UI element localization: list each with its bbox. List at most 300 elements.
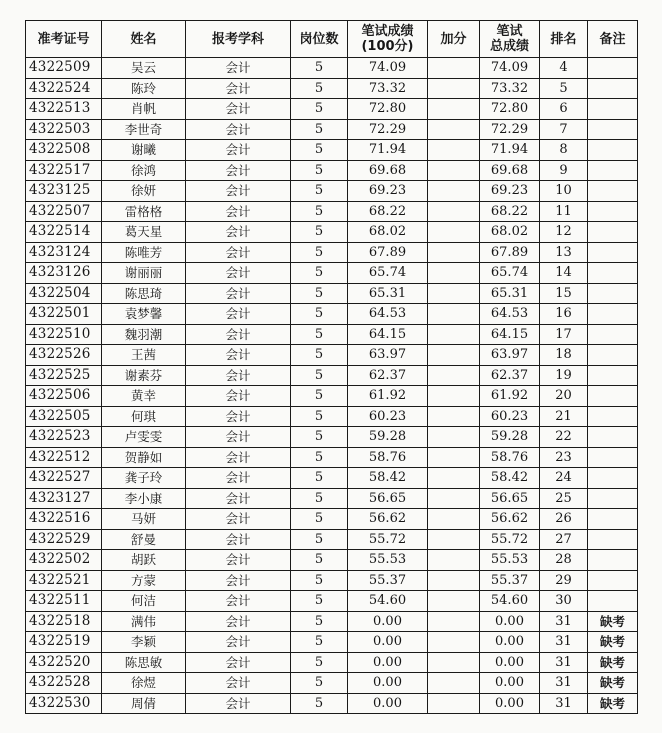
- subject-cell: 会计: [186, 140, 291, 161]
- total-score-cell: 72.29: [480, 119, 540, 140]
- note-cell: [588, 222, 638, 243]
- rank-cell: 22: [540, 427, 588, 448]
- bonus-cell: [428, 570, 480, 591]
- subject-cell: 会计: [186, 58, 291, 79]
- bonus-cell: [428, 283, 480, 304]
- results-table: [25, 20, 638, 714]
- total-score-cell: 65.74: [480, 263, 540, 284]
- bonus-cell: [428, 611, 480, 632]
- name-cell: 马妍: [102, 509, 186, 530]
- table-row: [26, 488, 638, 509]
- rank-cell: 20: [540, 386, 588, 407]
- table-row: [26, 119, 638, 140]
- id-cell: 4322516: [26, 509, 102, 530]
- total-score-cell: 0.00: [480, 673, 540, 694]
- id-cell: 4322517: [26, 160, 102, 181]
- positions-cell: 5: [291, 345, 348, 366]
- total-score-cell: 58.42: [480, 468, 540, 489]
- subject-cell: 会计: [186, 468, 291, 489]
- subject-cell: 会计: [186, 673, 291, 694]
- note-cell: [588, 468, 638, 489]
- bonus-cell: [428, 58, 480, 79]
- written-score-cell: 56.65: [348, 488, 428, 509]
- total-score-cell: 73.32: [480, 78, 540, 99]
- written-score-cell: 55.37: [348, 570, 428, 591]
- positions-cell: 5: [291, 632, 348, 653]
- name-cell: 胡跃: [102, 550, 186, 571]
- positions-cell: 5: [291, 386, 348, 407]
- written-score-cell: 56.62: [348, 509, 428, 530]
- total-score-cell: 0.00: [480, 693, 540, 714]
- rank-cell: 13: [540, 242, 588, 263]
- positions-cell: 5: [291, 693, 348, 714]
- bonus-cell: [428, 632, 480, 653]
- table-row: [26, 201, 638, 222]
- id-cell: 4322510: [26, 324, 102, 345]
- positions-cell: 5: [291, 591, 348, 612]
- name-cell: 李颖: [102, 632, 186, 653]
- table-body: [26, 58, 638, 714]
- name-cell: 龚子玲: [102, 468, 186, 489]
- positions-cell: 5: [291, 652, 348, 673]
- name-cell: 满伟: [102, 611, 186, 632]
- id-cell: 4322523: [26, 427, 102, 448]
- positions-cell: 5: [291, 427, 348, 448]
- bonus-cell: [428, 693, 480, 714]
- table-row: [26, 693, 638, 714]
- note-cell: [588, 550, 638, 571]
- name-cell: 吴云: [102, 58, 186, 79]
- note-cell: [588, 304, 638, 325]
- name-cell: 陈思琦: [102, 283, 186, 304]
- rank-cell: 21: [540, 406, 588, 427]
- positions-cell: 5: [291, 324, 348, 345]
- subject-cell: 会计: [186, 632, 291, 653]
- header-subject: 报考学科: [186, 21, 291, 58]
- note-cell: 缺考: [588, 632, 638, 653]
- header-rank: 排名: [540, 21, 588, 58]
- bonus-cell: [428, 591, 480, 612]
- total-score-cell: 0.00: [480, 632, 540, 653]
- table-row: [26, 673, 638, 694]
- rank-cell: 19: [540, 365, 588, 386]
- subject-cell: 会计: [186, 99, 291, 120]
- id-cell: 4322521: [26, 570, 102, 591]
- rank-cell: 31: [540, 611, 588, 632]
- positions-cell: 5: [291, 406, 348, 427]
- table-row: [26, 283, 638, 304]
- name-cell: 贺静如: [102, 447, 186, 468]
- note-cell: [588, 509, 638, 530]
- note-cell: [588, 427, 638, 448]
- table-row: [26, 222, 638, 243]
- rank-cell: 31: [540, 632, 588, 653]
- written-score-cell: 67.89: [348, 242, 428, 263]
- table-row: [26, 160, 638, 181]
- subject-cell: 会计: [186, 78, 291, 99]
- note-cell: [588, 529, 638, 550]
- bonus-cell: [428, 263, 480, 284]
- table-row: [26, 58, 638, 79]
- bonus-cell: [428, 242, 480, 263]
- bonus-cell: [428, 181, 480, 202]
- total-score-cell: 72.80: [480, 99, 540, 120]
- note-cell: [588, 488, 638, 509]
- header-total-line2: 总成绩: [489, 39, 529, 54]
- total-score-cell: 67.89: [480, 242, 540, 263]
- bonus-cell: [428, 201, 480, 222]
- note-cell: [588, 58, 638, 79]
- rank-cell: 23: [540, 447, 588, 468]
- written-score-cell: 62.37: [348, 365, 428, 386]
- rank-cell: 14: [540, 263, 588, 284]
- rank-cell: 31: [540, 673, 588, 694]
- rank-cell: 4: [540, 58, 588, 79]
- table-header: [26, 21, 638, 58]
- subject-cell: 会计: [186, 550, 291, 571]
- name-cell: 肖帆: [102, 99, 186, 120]
- positions-cell: 5: [291, 263, 348, 284]
- name-cell: 李小康: [102, 488, 186, 509]
- written-score-cell: 74.09: [348, 58, 428, 79]
- table-row: [26, 427, 638, 448]
- table-row: [26, 365, 638, 386]
- note-cell: [588, 345, 638, 366]
- id-cell: 4323127: [26, 488, 102, 509]
- id-cell: 4322519: [26, 632, 102, 653]
- written-score-cell: 65.74: [348, 263, 428, 284]
- subject-cell: 会计: [186, 324, 291, 345]
- positions-cell: 5: [291, 119, 348, 140]
- table-row: [26, 99, 638, 120]
- id-cell: 4322524: [26, 78, 102, 99]
- written-score-cell: 59.28: [348, 427, 428, 448]
- total-score-cell: 64.15: [480, 324, 540, 345]
- positions-cell: 5: [291, 673, 348, 694]
- rank-cell: 8: [540, 140, 588, 161]
- positions-cell: 5: [291, 99, 348, 120]
- header-total-line1: 笔试: [496, 24, 523, 39]
- rank-cell: 31: [540, 693, 588, 714]
- subject-cell: 会计: [186, 201, 291, 222]
- positions-cell: 5: [291, 304, 348, 325]
- note-cell: [588, 570, 638, 591]
- rank-cell: 30: [540, 591, 588, 612]
- rank-cell: 27: [540, 529, 588, 550]
- positions-cell: 5: [291, 365, 348, 386]
- total-score-cell: 59.28: [480, 427, 540, 448]
- total-score-cell: 62.37: [480, 365, 540, 386]
- written-score-cell: 0.00: [348, 611, 428, 632]
- total-score-cell: 69.68: [480, 160, 540, 181]
- positions-cell: 5: [291, 58, 348, 79]
- bonus-cell: [428, 673, 480, 694]
- written-score-cell: 68.02: [348, 222, 428, 243]
- name-cell: 李世奇: [102, 119, 186, 140]
- bonus-cell: [428, 509, 480, 530]
- total-score-cell: 61.92: [480, 386, 540, 407]
- id-cell: 4322526: [26, 345, 102, 366]
- table-row: [26, 570, 638, 591]
- header-written-score-line2: (100分): [361, 39, 414, 54]
- subject-cell: 会计: [186, 488, 291, 509]
- name-cell: 徐妍: [102, 181, 186, 202]
- written-score-cell: 0.00: [348, 693, 428, 714]
- note-cell: [588, 99, 638, 120]
- note-cell: 缺考: [588, 652, 638, 673]
- rank-cell: 16: [540, 304, 588, 325]
- table-row: [26, 242, 638, 263]
- id-cell: 4322506: [26, 386, 102, 407]
- total-score-cell: 64.53: [480, 304, 540, 325]
- name-cell: 魏羽潮: [102, 324, 186, 345]
- subject-cell: 会计: [186, 386, 291, 407]
- note-cell: [588, 263, 638, 284]
- table-row: [26, 529, 638, 550]
- subject-cell: 会计: [186, 427, 291, 448]
- name-cell: 谢曦: [102, 140, 186, 161]
- table-row: [26, 140, 638, 161]
- written-score-cell: 69.68: [348, 160, 428, 181]
- table-row: [26, 652, 638, 673]
- note-cell: 缺考: [588, 611, 638, 632]
- written-score-cell: 68.22: [348, 201, 428, 222]
- note-cell: [588, 406, 638, 427]
- positions-cell: 5: [291, 447, 348, 468]
- id-cell: 4323126: [26, 263, 102, 284]
- positions-cell: 5: [291, 181, 348, 202]
- rank-cell: 11: [540, 201, 588, 222]
- positions-cell: 5: [291, 488, 348, 509]
- name-cell: 谢素芬: [102, 365, 186, 386]
- id-cell: 4322509: [26, 58, 102, 79]
- positions-cell: 5: [291, 201, 348, 222]
- id-cell: 4323124: [26, 242, 102, 263]
- note-cell: [588, 324, 638, 345]
- subject-cell: 会计: [186, 591, 291, 612]
- id-cell: 4322527: [26, 468, 102, 489]
- written-score-cell: 64.53: [348, 304, 428, 325]
- note-cell: [588, 119, 638, 140]
- bonus-cell: [428, 529, 480, 550]
- subject-cell: 会计: [186, 570, 291, 591]
- header-positions: 岗位数: [291, 21, 348, 58]
- id-cell: 4322525: [26, 365, 102, 386]
- positions-cell: 5: [291, 222, 348, 243]
- rank-cell: 28: [540, 550, 588, 571]
- written-score-cell: 72.80: [348, 99, 428, 120]
- total-score-cell: 54.60: [480, 591, 540, 612]
- header-written-score-line1: 笔试成绩: [361, 24, 414, 39]
- name-cell: 陈思敏: [102, 652, 186, 673]
- id-cell: 4322511: [26, 591, 102, 612]
- name-cell: 舒曼: [102, 529, 186, 550]
- positions-cell: 5: [291, 550, 348, 571]
- rank-cell: 12: [540, 222, 588, 243]
- rank-cell: 29: [540, 570, 588, 591]
- subject-cell: 会计: [186, 181, 291, 202]
- bonus-cell: [428, 160, 480, 181]
- id-cell: 4322518: [26, 611, 102, 632]
- total-score-cell: 0.00: [480, 652, 540, 673]
- written-score-cell: 71.94: [348, 140, 428, 161]
- table-row: [26, 345, 638, 366]
- note-cell: [588, 160, 638, 181]
- positions-cell: 5: [291, 160, 348, 181]
- total-score-cell: 63.97: [480, 345, 540, 366]
- subject-cell: 会计: [186, 693, 291, 714]
- table-row: [26, 509, 638, 530]
- total-score-cell: 55.53: [480, 550, 540, 571]
- bonus-cell: [428, 447, 480, 468]
- subject-cell: 会计: [186, 447, 291, 468]
- name-cell: 陈唯芳: [102, 242, 186, 263]
- header-row: [26, 21, 638, 58]
- id-cell: 4322530: [26, 693, 102, 714]
- bonus-cell: [428, 304, 480, 325]
- id-cell: 4322529: [26, 529, 102, 550]
- subject-cell: 会计: [186, 652, 291, 673]
- written-score-cell: 69.23: [348, 181, 428, 202]
- subject-cell: 会计: [186, 611, 291, 632]
- note-cell: [588, 140, 638, 161]
- note-cell: 缺考: [588, 673, 638, 694]
- written-score-cell: 0.00: [348, 632, 428, 653]
- positions-cell: 5: [291, 242, 348, 263]
- subject-cell: 会计: [186, 304, 291, 325]
- written-score-cell: 65.31: [348, 283, 428, 304]
- written-score-cell: 0.00: [348, 652, 428, 673]
- header-written-score: [348, 21, 428, 58]
- subject-cell: 会计: [186, 222, 291, 243]
- table-row: [26, 263, 638, 284]
- total-score-cell: 65.31: [480, 283, 540, 304]
- table-row: [26, 406, 638, 427]
- bonus-cell: [428, 99, 480, 120]
- positions-cell: 5: [291, 509, 348, 530]
- total-score-cell: 69.23: [480, 181, 540, 202]
- name-cell: 何琪: [102, 406, 186, 427]
- subject-cell: 会计: [186, 406, 291, 427]
- id-cell: 4322512: [26, 447, 102, 468]
- header-id: 准考证号: [26, 21, 102, 58]
- id-cell: 4322507: [26, 201, 102, 222]
- total-score-cell: 56.65: [480, 488, 540, 509]
- total-score-cell: 68.02: [480, 222, 540, 243]
- rank-cell: 5: [540, 78, 588, 99]
- positions-cell: 5: [291, 468, 348, 489]
- table-row: [26, 324, 638, 345]
- name-cell: 徐鸿: [102, 160, 186, 181]
- id-cell: 4322508: [26, 140, 102, 161]
- note-cell: [588, 78, 638, 99]
- id-cell: 4322513: [26, 99, 102, 120]
- note-cell: [588, 283, 638, 304]
- name-cell: 王茜: [102, 345, 186, 366]
- table-row: [26, 447, 638, 468]
- id-cell: 4322520: [26, 652, 102, 673]
- written-score-cell: 0.00: [348, 673, 428, 694]
- id-cell: 4322504: [26, 283, 102, 304]
- bonus-cell: [428, 222, 480, 243]
- bonus-cell: [428, 365, 480, 386]
- written-score-cell: 72.29: [348, 119, 428, 140]
- note-cell: [588, 181, 638, 202]
- bonus-cell: [428, 550, 480, 571]
- header-note: 备注: [588, 21, 638, 58]
- table-row: [26, 591, 638, 612]
- note-cell: 缺考: [588, 693, 638, 714]
- table-row: [26, 181, 638, 202]
- written-score-cell: 55.53: [348, 550, 428, 571]
- note-cell: [588, 591, 638, 612]
- name-cell: 何洁: [102, 591, 186, 612]
- bonus-cell: [428, 119, 480, 140]
- name-cell: 方蒙: [102, 570, 186, 591]
- table-row: [26, 632, 638, 653]
- name-cell: 黄幸: [102, 386, 186, 407]
- id-cell: 4322502: [26, 550, 102, 571]
- subject-cell: 会计: [186, 119, 291, 140]
- name-cell: 卢雯雯: [102, 427, 186, 448]
- score-sheet: [25, 20, 637, 714]
- rank-cell: 31: [540, 652, 588, 673]
- note-cell: [588, 242, 638, 263]
- bonus-cell: [428, 427, 480, 448]
- note-cell: [588, 386, 638, 407]
- bonus-cell: [428, 78, 480, 99]
- header-name: 姓名: [102, 21, 186, 58]
- written-score-cell: 63.97: [348, 345, 428, 366]
- subject-cell: 会计: [186, 263, 291, 284]
- id-cell: 4322505: [26, 406, 102, 427]
- total-score-cell: 55.37: [480, 570, 540, 591]
- rank-cell: 6: [540, 99, 588, 120]
- bonus-cell: [428, 386, 480, 407]
- name-cell: 雷格格: [102, 201, 186, 222]
- written-score-cell: 58.76: [348, 447, 428, 468]
- positions-cell: 5: [291, 78, 348, 99]
- table-row: [26, 386, 638, 407]
- subject-cell: 会计: [186, 345, 291, 366]
- subject-cell: 会计: [186, 365, 291, 386]
- written-score-cell: 58.42: [348, 468, 428, 489]
- total-score-cell: 71.94: [480, 140, 540, 161]
- id-cell: 4322501: [26, 304, 102, 325]
- table-row: [26, 611, 638, 632]
- name-cell: 周倩: [102, 693, 186, 714]
- header-total: [480, 21, 540, 58]
- rank-cell: 10: [540, 181, 588, 202]
- written-score-cell: 60.23: [348, 406, 428, 427]
- name-cell: 谢丽丽: [102, 263, 186, 284]
- bonus-cell: [428, 468, 480, 489]
- positions-cell: 5: [291, 611, 348, 632]
- total-score-cell: 56.62: [480, 509, 540, 530]
- positions-cell: 5: [291, 283, 348, 304]
- rank-cell: 15: [540, 283, 588, 304]
- note-cell: [588, 447, 638, 468]
- positions-cell: 5: [291, 529, 348, 550]
- note-cell: [588, 365, 638, 386]
- table-row: [26, 550, 638, 571]
- total-score-cell: 74.09: [480, 58, 540, 79]
- rank-cell: 26: [540, 509, 588, 530]
- name-cell: 徐煜: [102, 673, 186, 694]
- written-score-cell: 54.60: [348, 591, 428, 612]
- written-score-cell: 55.72: [348, 529, 428, 550]
- subject-cell: 会计: [186, 160, 291, 181]
